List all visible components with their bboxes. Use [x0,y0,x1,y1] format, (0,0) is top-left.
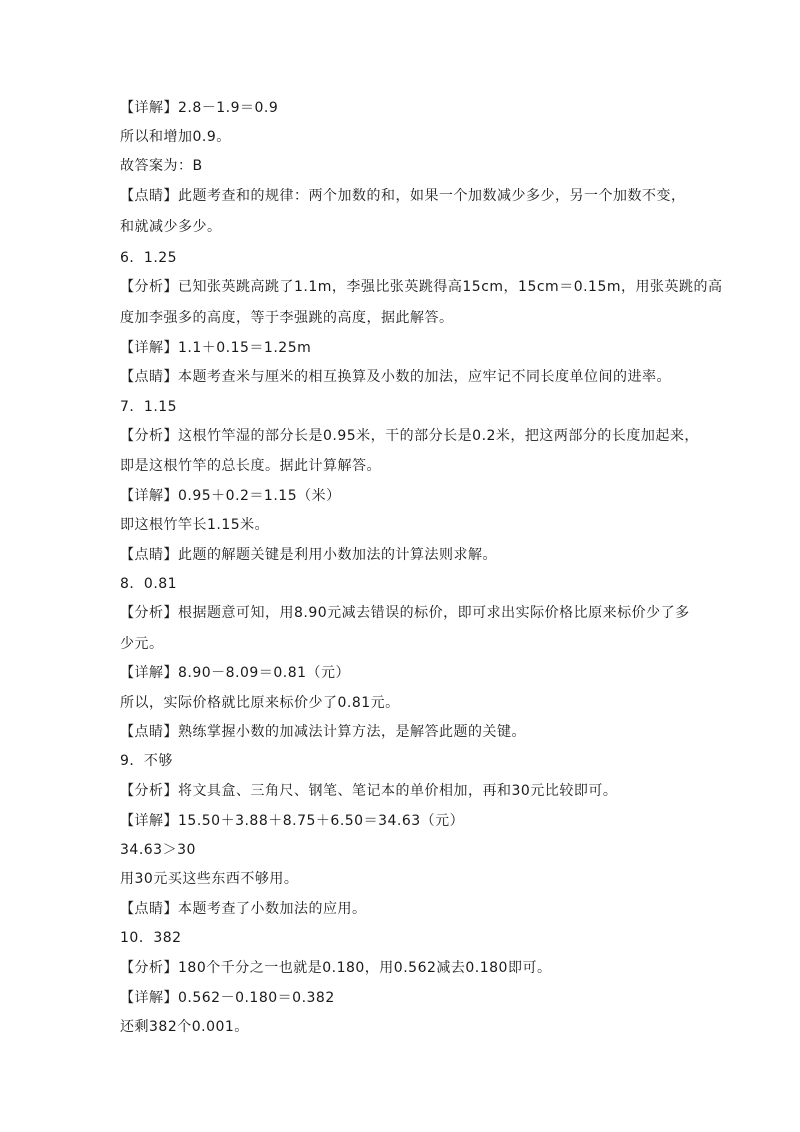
text-line: 【详解】0.95＋0.2＝1.15（米） [120,488,341,504]
text-line: 【详解】8.90－8.09＝0.81（元） [120,665,351,681]
text-line: 度加李强多的高度，等于李强跳的高度，据此解答。 [120,310,454,326]
text-line: 【点睛】本题考查了小数加法的应用。 [120,901,367,917]
text-line: 所以，实际价格就比原来标价少了0.81元。 [120,695,400,711]
question-answer: 7．1.15 [120,399,178,415]
text-line: 【详解】1.1＋0.15＝1.25m [120,340,312,356]
text-line: 34.63＞30 [120,842,196,858]
text-line: 用30元买这些东西不够用。 [120,871,299,887]
text-line: 【详解】15.50＋3.88＋8.75＋6.50＝34.63（元） [120,813,465,829]
text-line: 【点睛】本题考查米与厘米的相互换算及小数的加法，应牢记不同长度单位间的进率。 [120,369,671,385]
question-answer: 6．1.25 [120,250,178,266]
text-line: 还剩382个0.001。 [120,1019,249,1035]
text-line: 所以和增加0.9。 [120,129,231,145]
text-line: 和就减少多少。 [120,219,222,235]
text-line: 【点睛】熟练掌握小数的加减法计算方法，是解答此题的关键。 [120,724,526,740]
question-answer: 9．不够 [120,753,173,769]
text-line: 【详解】2.8－1.9＝0.9 [120,100,279,116]
text-line: 【分析】这根竹竿湿的部分长是0.95米，干的部分长是0.2米，把这两部分的长度加起来， [120,428,699,444]
text-line: 【分析】根据题意可知，用8.90元减去错误的标价，即可求出实际价格比原来标价少了多 [120,605,690,621]
text-line: 即这根竹竿长1.15米。 [120,517,270,533]
text-line: 【点睛】此题考查和的规律：两个加数的和，如果一个加数减少多少，另一个加数不变， [120,188,686,204]
question-answer: 10．382 [120,930,182,946]
text-line: 【分析】已知张英跳高跳了1.1m，李强比张英跳得高15cm，15cm＝0.15m，用张英跳的高 [120,279,723,295]
text-line: 【详解】0.562－0.180＝0.382 [120,990,335,1006]
question-answer: 8．0.81 [120,576,178,592]
text-line: 【分析】180个千分之一也就是0.180，用0.562减去0.180即可。 [120,960,552,976]
text-line: 少元。 [120,636,164,652]
text-line: 故答案为：B [120,158,203,174]
text-line: 【点睛】此题的解题关键是利用小数加法的计算法则求解。 [120,547,497,563]
text-line: 【分析】将文具盒、三角尺、钢笔、笔记本的单价相加，再和30元比较即可。 [120,783,618,799]
text-line: 即是这根竹竿的总长度。据此计算解答。 [120,458,381,474]
